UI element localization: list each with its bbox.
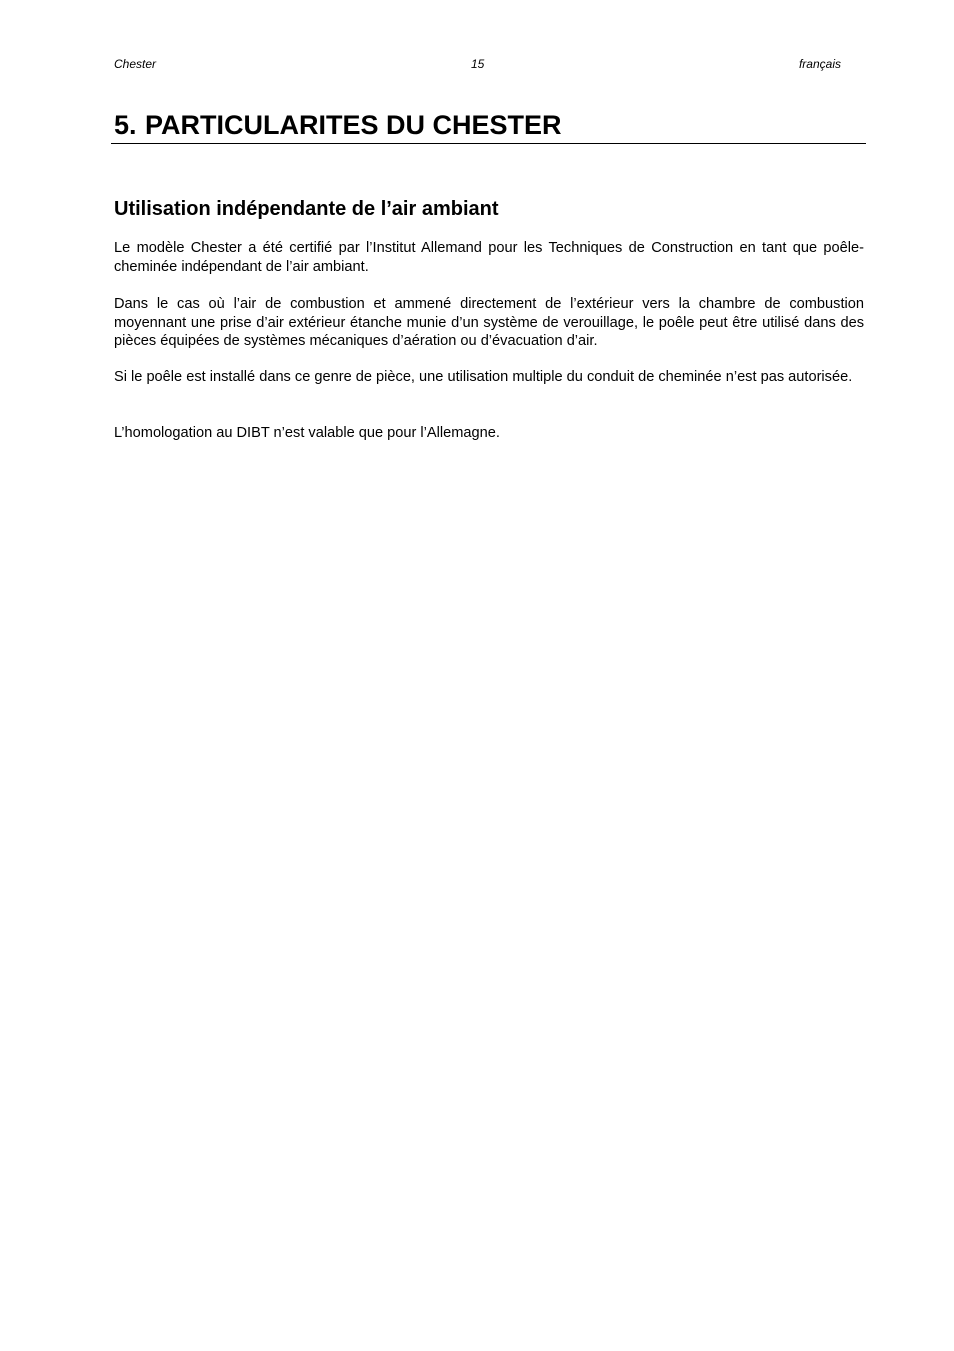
section-number: 5. [114,110,137,140]
section-title: PARTICULARITES DU CHESTER [145,110,562,140]
paragraph-certification: Le modèle Chester a été certifié par l’Institut Allemand pour les Techniques de Construction en tant que poêle-cheminée indépendant de l’air ambiant. [114,240,864,275]
paragraph-combustion-air: Dans le cas où l’air de combustion et ammené directement de l’extérieur vers la chambre de combustion moyennant une prise d’air extérieur étanche munie d’un système de verouillage, le poêle peut être utilisé dans des pièces équipées de systèmes mécaniques d’aération ou d’évacuation d’air. [114,296,864,349]
page-header [114,56,841,72]
header-language: français [798,57,841,71]
paragraph-dibt-approval: L’homologation au DIBT n’est valable que pour l’Allemagne. [114,425,500,441]
header-document-name: Chester [114,57,157,71]
header-page-number: 15 [471,57,485,71]
subsection-title: Utilisation indépendante de l’air ambiant [114,198,499,220]
paragraph-chimney-use: Si le poêle est installé dans ce genre de pièce, une utilisation multiple du conduit de cheminée n’est pas autorisée. [114,369,853,385]
section-heading [111,107,866,144]
